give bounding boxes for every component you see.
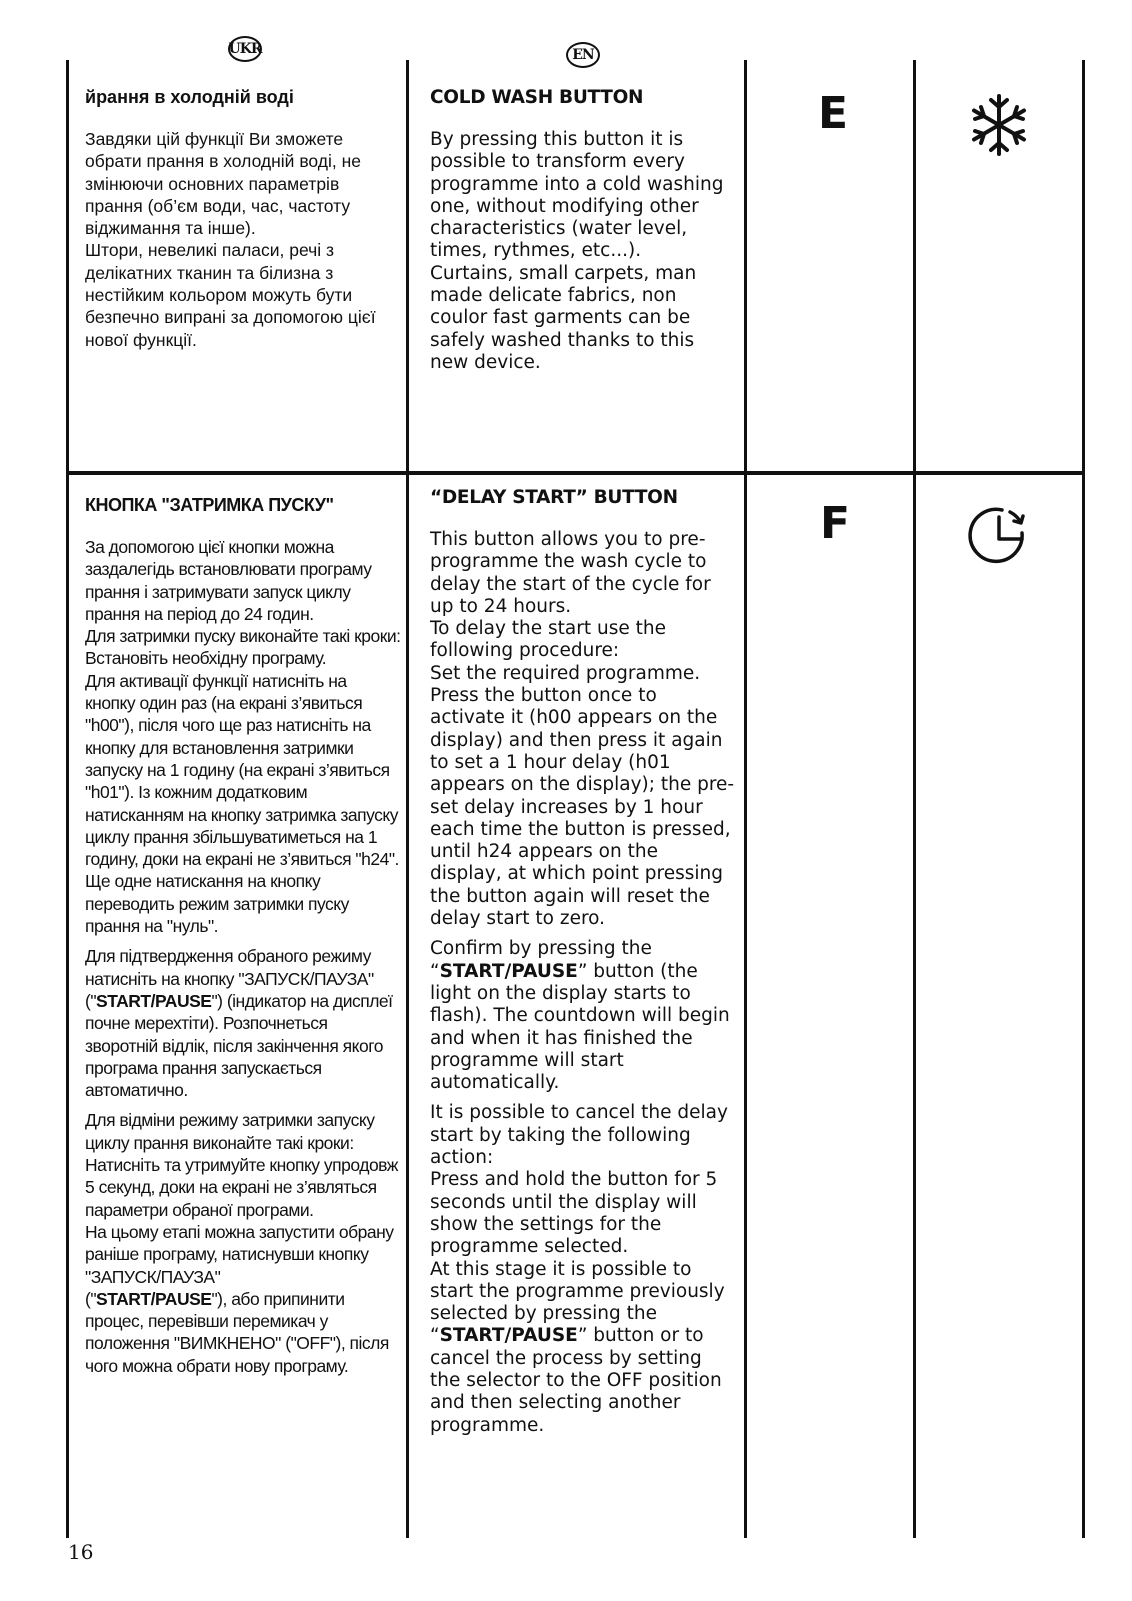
start-pause-label: START/PAUSE	[439, 960, 578, 982]
section-divider	[66, 471, 1085, 475]
section-f-ukr-title: КНОПКА "ЗАТРИМКА ПУСКУ"	[85, 495, 334, 515]
ukr-language-badge: UKR	[228, 36, 262, 62]
section-e-ukr-text	[85, 86, 395, 359]
section-f-ukr-paragraph-1: За допомогою цієї кнопки можна заздалегідь встановлювати програму прання і затримувати запуск циклу прання на період до 24 годин. Для затримки пуску виконайте такі кроки: Встановіть необхідну програму. Для активації функції натисніть на кнопку один раз (на екрані з’явиться "h00"), після чого ще раз натисніть на кнопку для встановлення затримки запуску на 1 годину (на екрані з’явиться "h01"). Із кожним додатковим натисканням на кнопку затримка запуску циклу прання збільшуватиметься на 1 годину, доки на екрані не з’явиться "h24". Ще одне натискання на кнопку переводить режим затримки пуску прання на "нуль".	[85, 537, 401, 937]
section-f-en-text	[430, 487, 735, 1445]
section-e-ukr-title: йрання в холодній воді	[85, 87, 294, 107]
column-divider-letter-icon	[913, 60, 916, 1538]
snowflake-icon	[966, 92, 1032, 163]
section-e-en-text	[430, 87, 735, 382]
column-divider-ukr-en	[406, 60, 409, 1538]
section-f-en-title: “DELAY START” BUTTON	[430, 487, 678, 508]
delay-clock-icon	[966, 503, 1032, 574]
section-f-en-paragraph-2: Confirm by pressing the “START/PAUSE” button (the light on the display starts to flash). The countdown will begin and when it has finished the programme will start automatically.	[430, 938, 730, 1094]
section-e-en-title: COLD WASH BUTTON	[430, 87, 644, 108]
section-f-ukr-paragraph-3: Для відміни режиму затримки запуску циклу прання виконайте такі кроки: Натисніть та утримуйте кнопку упродовж 5 секунд, доки на екрані не з’являться параметри обраної програми. На цьому етапі можна запустити обрану раніше програму, натиснувши кнопку "ЗАПУСК/ПАУЗА" ("START/PAUSE"), або припинити процес, перевівши перемикач у положення "ВИМКНЕНО" ("OFF"), після чого можна обрати нову програму.	[85, 1110, 398, 1376]
column-divider-en-letter	[744, 60, 747, 1538]
section-f-en-paragraph-1: This button allows you to pre-programme the wash cycle to delay the start of the cycle for up to 24 hours. To delay the start use the following procedure: Set the required programme. Press the button once to activate it (h00 appears on the display) and then press it again to set a 1 hour delay (h01 appears on the display); the pre-set delay increases by 1 hour each time the button is pressed, until h24 appears on the display, at which point pressing the button again will reset the delay start to zero.	[430, 529, 735, 930]
section-f-en-paragraph-3: It is possible to cancel the delay start by taking the following action: Press and hold the button for 5 seconds until the display will show the settings for the programme selected. At this stage it is possible to start the programme previously selected by pressing the “START/PAUSE” button or to cancel the process by setting the selector to the OFF position and then selecting another programme.	[430, 1102, 728, 1436]
start-pause-label: START/PAUSE	[96, 1288, 212, 1309]
section-f-letter: F	[820, 498, 851, 549]
column-divider-left	[66, 60, 69, 1538]
section-e-en-paragraph: By pressing this button it is possible to transform every programme into a cold washing one, without modifying other characteristics (water level, times, rythmes, etc...). Curtains, small carpets, man made delicate fabrics, non coulor fast garments can be safely washed thanks to this new device.	[430, 129, 724, 373]
start-pause-label: START/PAUSE	[439, 1325, 578, 1347]
section-f-ukr-paragraph-2: Для підтвердження обраного режиму натисніть на кнопку "ЗАПУСК/ПАУЗА" ("START/PAUSE") (індикатор на дисплеї почне мерехтіти). Розпочнеться зворотній відлік, після закінчення якого програма прання запускається автоматично.	[85, 946, 393, 1101]
section-e-ukr-paragraph: Завдяки цій функції Ви зможете обрати прання в холодній воді, не змінюючи основних параметрів прання (об’єм води, час, частоту віджимання та інше). Штори, невеликі паласи, речі з делікатних тканин та білизна з нестійким кольором можуть бути безпечно випрані за допомогою цієї нової функції.	[85, 129, 376, 350]
page-number: 16	[68, 1540, 94, 1564]
section-f-ukr-text	[85, 494, 401, 1385]
section-e-letter: E	[818, 88, 849, 139]
column-divider-right	[1082, 60, 1085, 1538]
en-language-badge: EN	[566, 42, 600, 68]
start-pause-label: START/PAUSE	[96, 990, 212, 1011]
